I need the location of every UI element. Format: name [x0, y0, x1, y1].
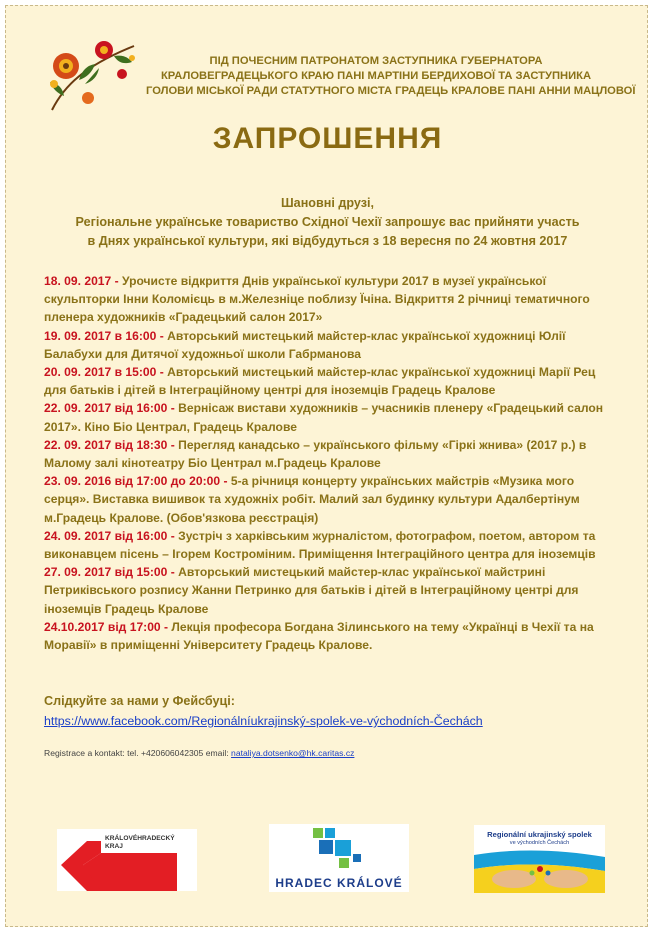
patronage-header	[146, 54, 636, 99]
hk-emblem-icon	[269, 824, 409, 874]
spolek-logo-subtext: ve východních Čechách	[509, 840, 570, 846]
event-description: Вернісаж вистави художників – учасників пленеру «Градецький салон 2017». Кіно Біо Централ, Градець Кралове	[44, 401, 604, 434]
greeting-line: в Днях української культури, які відбудуться з 18 вересня по 24 жовтня 2017	[87, 234, 568, 248]
event-item	[44, 399, 616, 435]
event-date: 20. 09. 2017 в 15:00 -	[44, 365, 164, 380]
event-item	[44, 472, 616, 527]
event-item	[44, 436, 616, 472]
event-item	[44, 327, 616, 363]
invitation-page	[5, 5, 648, 927]
event-list	[44, 272, 616, 654]
contact-text: Registrace a kontakt: tel. +420606042305 email:	[44, 748, 232, 758]
event-description: Авторський мистецький майстер-клас української художниці Марії Рец для батьків і дітей в Інтеграційному центрі для іноземців Градець Кралове	[44, 365, 596, 398]
event-description: 5-а річниця концерту українських майстрів «Музика мого серця». Виставка вишивок та художніх робіт. Малий зал будинку культури Адалбертінум м.Градець Кралове. (Обов'язкова реєстрація)	[44, 474, 580, 525]
event-date: 24. 09. 2017 від 16:00 -	[44, 528, 175, 543]
event-description: Зустріч з харківським журналістом, фотографом, поетом, автором та виконавцем пісень – Ігорем Костроміним. Приміщення Інтеграційного центра для іноземців	[44, 528, 596, 562]
email-link[interactable]: nataliya.dotsenko@hk.caritas.cz	[231, 748, 355, 758]
floral-ornament-image	[44, 36, 144, 114]
ukrainian-society-logo	[474, 825, 605, 893]
greeting-block	[26, 194, 629, 251]
event-item	[44, 618, 616, 654]
facebook-section	[44, 691, 483, 731]
event-date: 23. 09. 2016 від 17:00 до 20:00 -	[44, 474, 228, 489]
kraj-logo-text: KRÁLOVÉHRADECKÝ	[105, 835, 175, 842]
hands-flag-icon	[474, 847, 605, 893]
event-item	[44, 527, 616, 563]
greeting-line: Регіональне українське товариство Східної Чехії запрошує вас прийняти участь	[75, 215, 580, 229]
patronage-line: ПІД ПОЧЕСНИМ ПАТРОНАТОМ ЗАСТУПНИКА ГУБЕРНАТОРА	[209, 55, 543, 67]
event-description: Перегляд канадсько – українського фільму «Гіркі жнива» (2017 р.) в Малому залі кінотеатру Біо Централ м.Градець Кралове	[44, 437, 587, 471]
event-date: 24.10.2017 від 17:00 -	[44, 619, 169, 634]
invitation-title: ЗАПРОШЕННЯ	[212, 122, 443, 155]
event-date: 18. 09. 2017 -	[44, 274, 119, 288]
kraj-logo-text: KRAJ	[105, 843, 123, 850]
event-item	[44, 563, 616, 618]
patronage-line: ГОЛОВИ МІСЬКОЇ РАДИ СТАТУТНОГО МІСТА ГРАДЕЦЬ КРАЛОВЕ ПАНІ АННИ МАЦЛОВОЇ	[146, 85, 636, 97]
greeting-salutation: Шановні друзі,	[281, 196, 374, 210]
event-description: Авторський мистецький майстер-клас української художниці Юлії Балабухи для Дитячої художньої школи Габрманова	[44, 328, 566, 361]
event-date: 19. 09. 2017 в 16:00 -	[44, 328, 164, 343]
event-description: Авторський мистецький майстер-клас української майстрині Петриківського розпису Жанни Петринко для батьків і дітей в Інтеграційному центрі для іноземців Градець Кралове	[44, 565, 579, 616]
kralovehradecky-kraj-logo	[57, 829, 197, 891]
event-date: 22. 09. 2017 від 16:00 -	[44, 401, 175, 416]
hradec-kralove-logo	[269, 824, 409, 892]
event-description: Урочисте відкриття Днів української культури 2017 в музеї української скульпторки Інни Коломієць в м.Железніце поблизу Їчіна. Відкриття 2 річниці тематичного пленера художників «Градецький салон 2017»	[44, 274, 590, 325]
event-item	[44, 363, 616, 399]
spolek-logo-text: Regionální ukrajinský spolek	[487, 830, 592, 839]
event-date: 22. 09. 2017 від 18:30 -	[44, 437, 175, 452]
hk-logo-text: HRADEC KRÁLOVÉ	[275, 876, 403, 890]
facebook-link[interactable]: https://www.facebook.com/Regionálníukrajinský-spolek-ve-východních-Čechách	[44, 714, 483, 728]
facebook-label: Слідкуйте за нами у Фейсбуці:	[44, 694, 235, 708]
event-description: Лекція професора Богдана Зілинського на тему «Українці в Чехії та на Моравії» в приміщенні Університету Градець Кралове.	[44, 619, 594, 653]
patronage-line: КРАЛОВЕГРАДЕЦЬКОГО КРАЮ ПАНІ МАРТІНИ БЕРДИХОВОЇ ТА ЗАСТУПНИКА	[160, 70, 592, 82]
event-item	[44, 272, 616, 327]
contact-line	[44, 748, 354, 758]
event-date: 27. 09. 2017 від 15:00 -	[44, 565, 175, 580]
